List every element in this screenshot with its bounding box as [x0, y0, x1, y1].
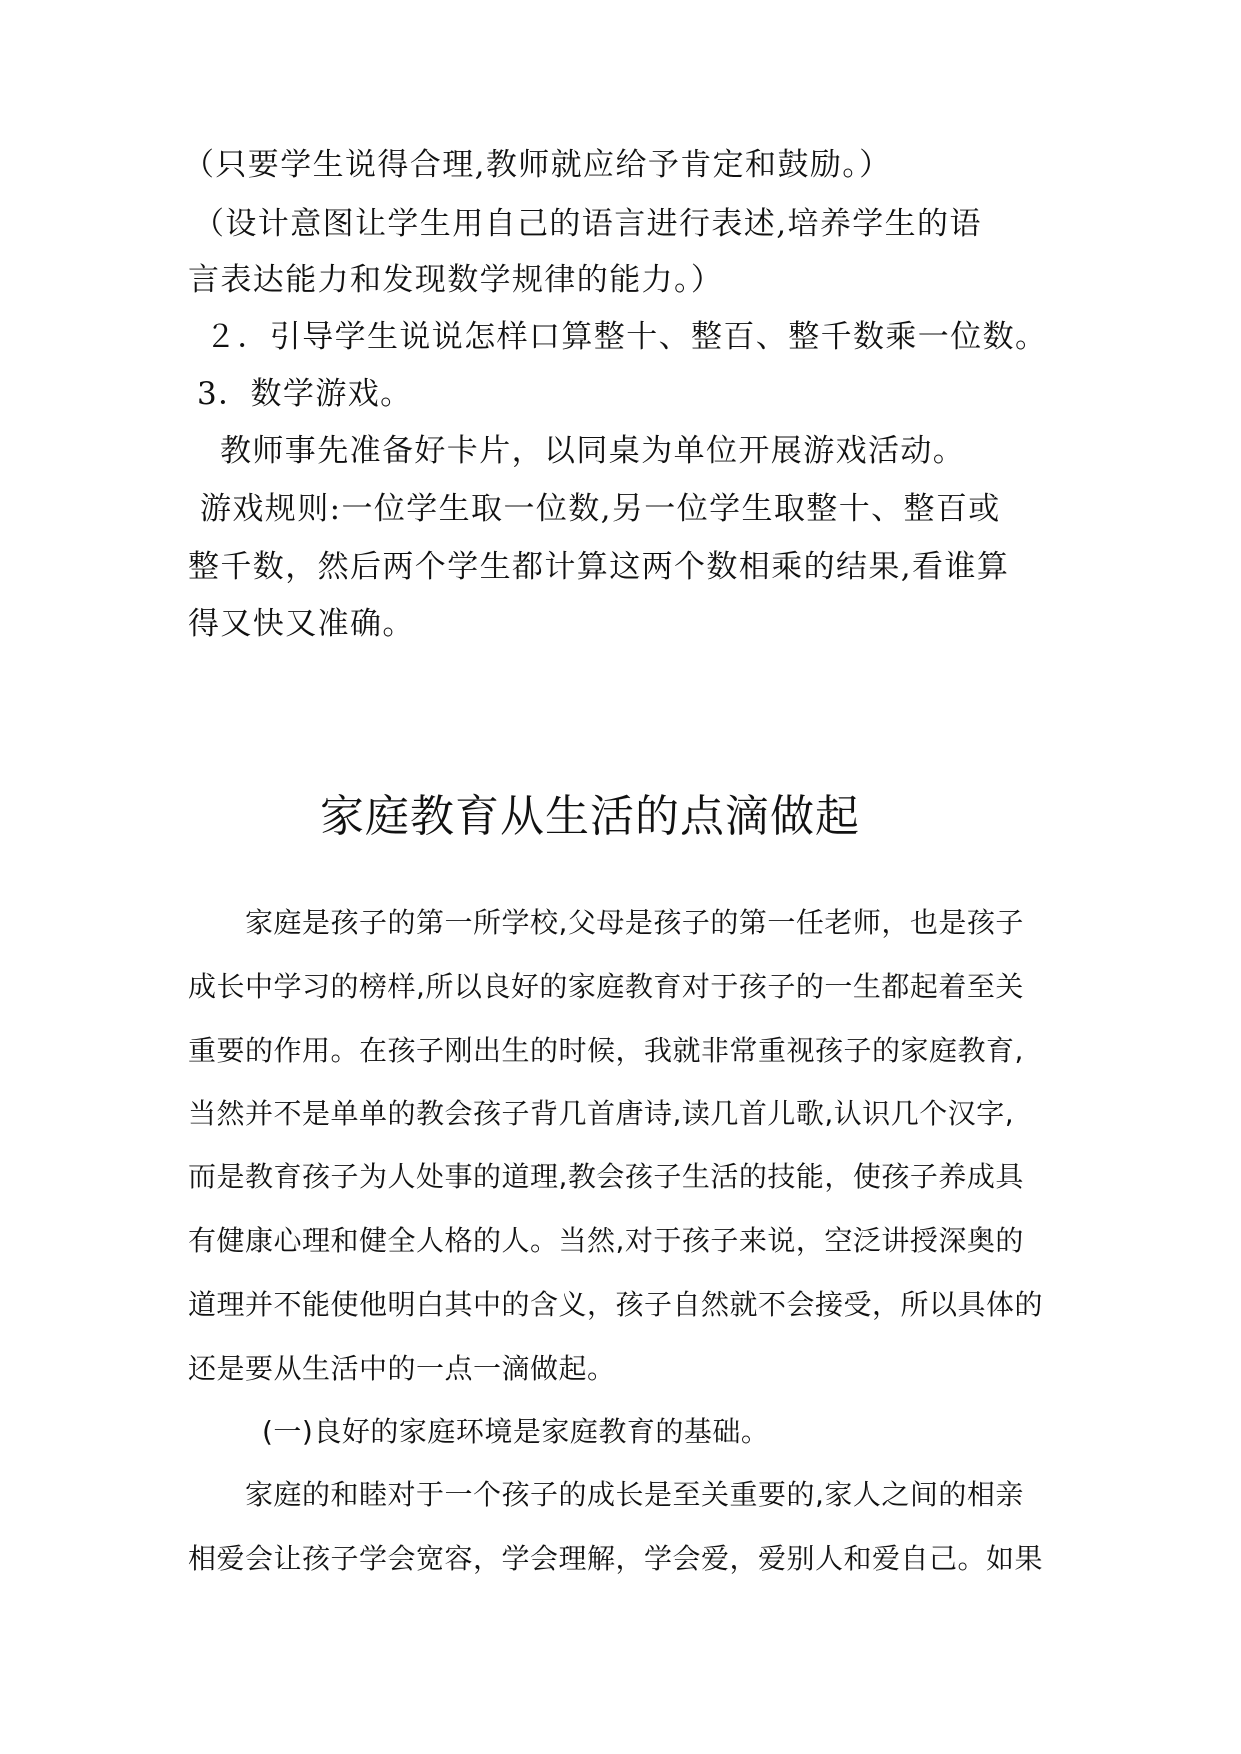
article-line-7: 道理并不能使他明白其中的含义，孩子自然就不会接受，所以具体的: [188, 1288, 1044, 1321]
article-line-4: 当然并不是单单的教会孩子背几首唐诗,读几首儿歌,认识几个汉字,: [188, 1097, 1015, 1130]
top-line-4: ２．引导学生说说怎样口算整十、整百、整千数乘一位数。: [205, 319, 1048, 355]
article-line-5: 而是教育孩子为人处事的道理,教会孩子生活的技能，使孩子养成具: [188, 1160, 1024, 1193]
article-line-10: 相爱会让孩子学会宽容，学会理解，学会爱，爱别人和爱自己。如果: [188, 1542, 1044, 1575]
top-line-7: 游戏规则:一位学生取一位数,另一位学生取整十、整百或: [200, 491, 1001, 527]
top-line-3: 言表达能力和发现数学规律的能力。）: [188, 262, 724, 298]
top-line-6: 教师事先准备好卡片，以同桌为单位开展游戏活动。: [220, 433, 966, 469]
article-title: 家庭教育从生活的点滴做起: [320, 791, 860, 842]
article-line-8: 还是要从生活中的一点一滴做起。: [188, 1352, 616, 1385]
top-line-5: 3．数学游戏。: [197, 376, 413, 412]
article-line-6: 有健康心理和健全人格的人。当然,对于孩子来说，空泛讲授深奥的: [188, 1224, 1024, 1257]
article-section-heading: (一)良好的家庭环境是家庭教育的基础。: [262, 1415, 770, 1448]
article-line-3: 重要的作用。在孩子刚出生的时候，我就非常重视孩子的家庭教育,: [188, 1034, 1024, 1067]
article-line-2: 成长中学习的榜样,所以良好的家庭教育对于孩子的一生都起着至关: [188, 970, 1024, 1003]
top-line-2: （设计意图让学生用自己的语言进行表述,培养学生的语: [193, 206, 982, 242]
top-line-1: （只要学生说得合理,教师就应给予肯定和鼓励。）: [183, 147, 892, 183]
article-line-1: 家庭是孩子的第一所学校,父母是孩子的第一任老师，也是孩子: [245, 906, 1024, 939]
top-line-9: 得又快又准确。: [188, 606, 415, 642]
top-line-8: 整千数，然后两个学生都计算这两个数相乘的结果,看谁算: [188, 549, 1010, 585]
article-line-9: 家庭的和睦对于一个孩子的成长是至关重要的,家人之间的相亲: [245, 1478, 1024, 1511]
